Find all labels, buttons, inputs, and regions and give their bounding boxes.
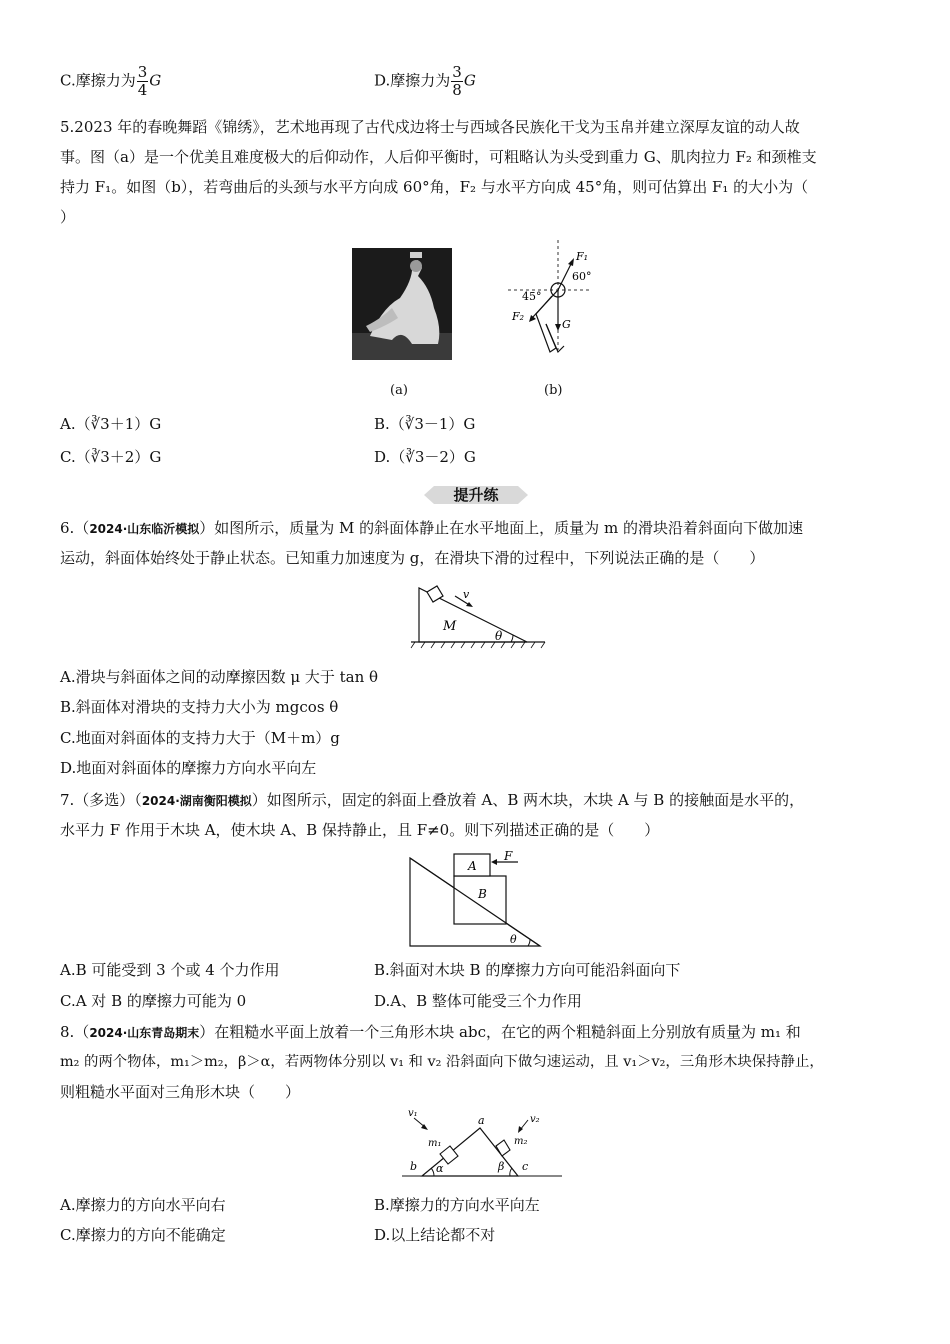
vertex-c-label: c (522, 1160, 529, 1173)
fraction (451, 64, 463, 99)
q8-source: 2024·山东青岛期末 (89, 1026, 200, 1040)
v2-label: v₂ (530, 1114, 540, 1125)
q6-source: 2024·山东临沂模拟 (89, 522, 200, 536)
q8-stem-line3: 则粗糙水平面对三角形木块（ ） (60, 1083, 301, 1101)
q5-option-d: D.（∛3－2）G (374, 448, 476, 466)
q6-number: 6.（ (60, 519, 90, 537)
q7-option-b: B.斜面对木块 B 的摩擦力方向可能沿斜面向下 (374, 961, 681, 979)
q8-option-b: B.摩擦力的方向水平向左 (374, 1196, 540, 1214)
q6-option-a: A.滑块与斜面体之间的动摩擦因数 μ 大于 tan θ (60, 668, 379, 686)
velocity-label: v (463, 588, 470, 601)
q6-option-c: C.地面对斜面体的支持力大于（M＋m）g (60, 729, 340, 747)
beta-label: β (498, 1160, 505, 1173)
alpha-label: α (436, 1162, 444, 1175)
q5-stem-line3: 持力 F₁。如图（b），若弯曲后的头颈与水平方向成 60°角，F₂ 与水平方向成 45°角，则可估算出 F₁ 的大小为（ (60, 178, 809, 196)
fraction (137, 64, 149, 99)
q4-option-d-unit: G (463, 71, 476, 90)
section-banner-text: 提升练 (453, 486, 499, 504)
q5-stem-line4: ） (60, 208, 76, 226)
q7-stem-text: ）如图所示，固定的斜面上叠放着 A、B 两木块，木块 A 与 B 的接触面是水平的， (251, 791, 805, 809)
angle-60-label: 60° (572, 270, 592, 283)
fraction-numerator: 3 (137, 63, 148, 81)
figure-b-caption: (b) (544, 383, 563, 398)
m1-label: m₁ (428, 1138, 442, 1149)
q6-stem-line1 (60, 518, 803, 539)
force-diagram (500, 240, 610, 370)
fraction-numerator: 3 (452, 63, 462, 81)
q6-stem-line2: 运动，斜面体始终处于静止状态。已知重力加速度为 g，在滑块下滑的过程中，下列说法正确的是（ ） (60, 549, 765, 567)
q4-option-c-unit: G (149, 71, 162, 90)
q8-option-d: D.以上结论都不对 (374, 1226, 496, 1244)
angle-45-label: 45° (522, 290, 542, 303)
mass-m-label: M (443, 619, 457, 634)
dancer-photo (352, 248, 452, 360)
theta-label: θ (510, 933, 517, 946)
q7-stem-line1 (60, 790, 804, 811)
q8-stem-line2: m₂ 的两个物体，m₁＞m₂，β＞α，若两物体分别以 v₁ 和 v₂ 沿斜面向下做匀速运动，且 v₁＞v₂，三角形木块保持静止， (60, 1054, 824, 1070)
force-f-label: F (504, 849, 513, 863)
q6-option-b: B.斜面体对滑块的支持力大小为 mgcos θ (60, 698, 339, 716)
vertex-a-label: a (478, 1114, 485, 1127)
stacked-blocks-diagram (406, 848, 546, 950)
q4-option-d-text: D.摩擦力为 (374, 71, 451, 90)
q6-stem-text: ）如图所示，质量为 M 的斜面体静止在水平地面上，质量为 m 的滑块沿着斜面向下做加速 (199, 519, 803, 537)
q7-stem-line2: 水平力 F 作用于木块 A，使木块 A、B 保持静止，且 F≠0。则下列描述正确的是（ ） (60, 821, 660, 839)
q5-stem-line2: 事。图（a）是一个优美且难度极大的后仰动作，人后仰平衡时，可粗略认为头受到重力 G、肌肉拉力 F₂ 和颈椎支 (60, 148, 817, 166)
q5-stem-line1: 5.2023 年的春晚舞蹈《锦绣》，艺术地再现了古代戍边将士与西域各民族化干戈为玉帛并建立深厚友谊的动人故 (60, 118, 800, 136)
f2-label: F₂ (512, 310, 525, 323)
q8-stem-text: ）在粗糙水平面上放着一个三角形木块 abc，在它的两个粗糙斜面上分别放有质量为 m₁ 和 (199, 1023, 801, 1041)
vertex-b-label: b (410, 1160, 418, 1173)
incline-diagram (405, 578, 555, 652)
q8-stem-line1 (60, 1022, 801, 1043)
section-banner (424, 484, 528, 506)
v1-label: v₁ (408, 1108, 418, 1119)
q4-option-c (60, 64, 161, 99)
theta-label: θ (495, 629, 503, 643)
block-a-label: A (468, 859, 477, 873)
q4-option-c-text: C.摩擦力为 (60, 71, 136, 90)
q5-option-b: B.（∛3－1）G (374, 415, 476, 433)
fraction-denominator: 8 (452, 81, 462, 99)
q5-option-c: C.（∛3＋2）G (60, 448, 162, 466)
triangle-block-diagram (402, 1106, 562, 1182)
q7-option-c: C.A 对 B 的摩擦力可能为 0 (60, 992, 247, 1010)
q7-option-a: A.B 可能受到 3 个或 4 个力作用 (60, 961, 280, 979)
q4-option-d (374, 64, 476, 99)
block-b-label: B (478, 887, 487, 901)
fraction-denominator: 4 (137, 81, 148, 99)
q8-number: 8.（ (60, 1023, 90, 1041)
q8-option-a: A.摩擦力的方向水平向右 (60, 1196, 226, 1214)
q7-option-d: D.A、B 整体可能受三个力作用 (374, 992, 582, 1010)
q7-number: 7.（多选）（ (60, 791, 142, 809)
q8-option-c: C.摩擦力的方向不能确定 (60, 1226, 226, 1244)
q7-source: 2024·湖南衡阳模拟 (141, 794, 252, 808)
q5-option-a: A.（∛3＋1）G (60, 415, 162, 433)
figure-a-caption: (a) (390, 383, 408, 398)
m2-label: m₂ (514, 1136, 528, 1147)
q6-option-d: D.地面对斜面体的摩擦力方向水平向左 (60, 759, 317, 777)
f1-label: F₁ (576, 250, 589, 263)
g-label: G (562, 318, 571, 331)
